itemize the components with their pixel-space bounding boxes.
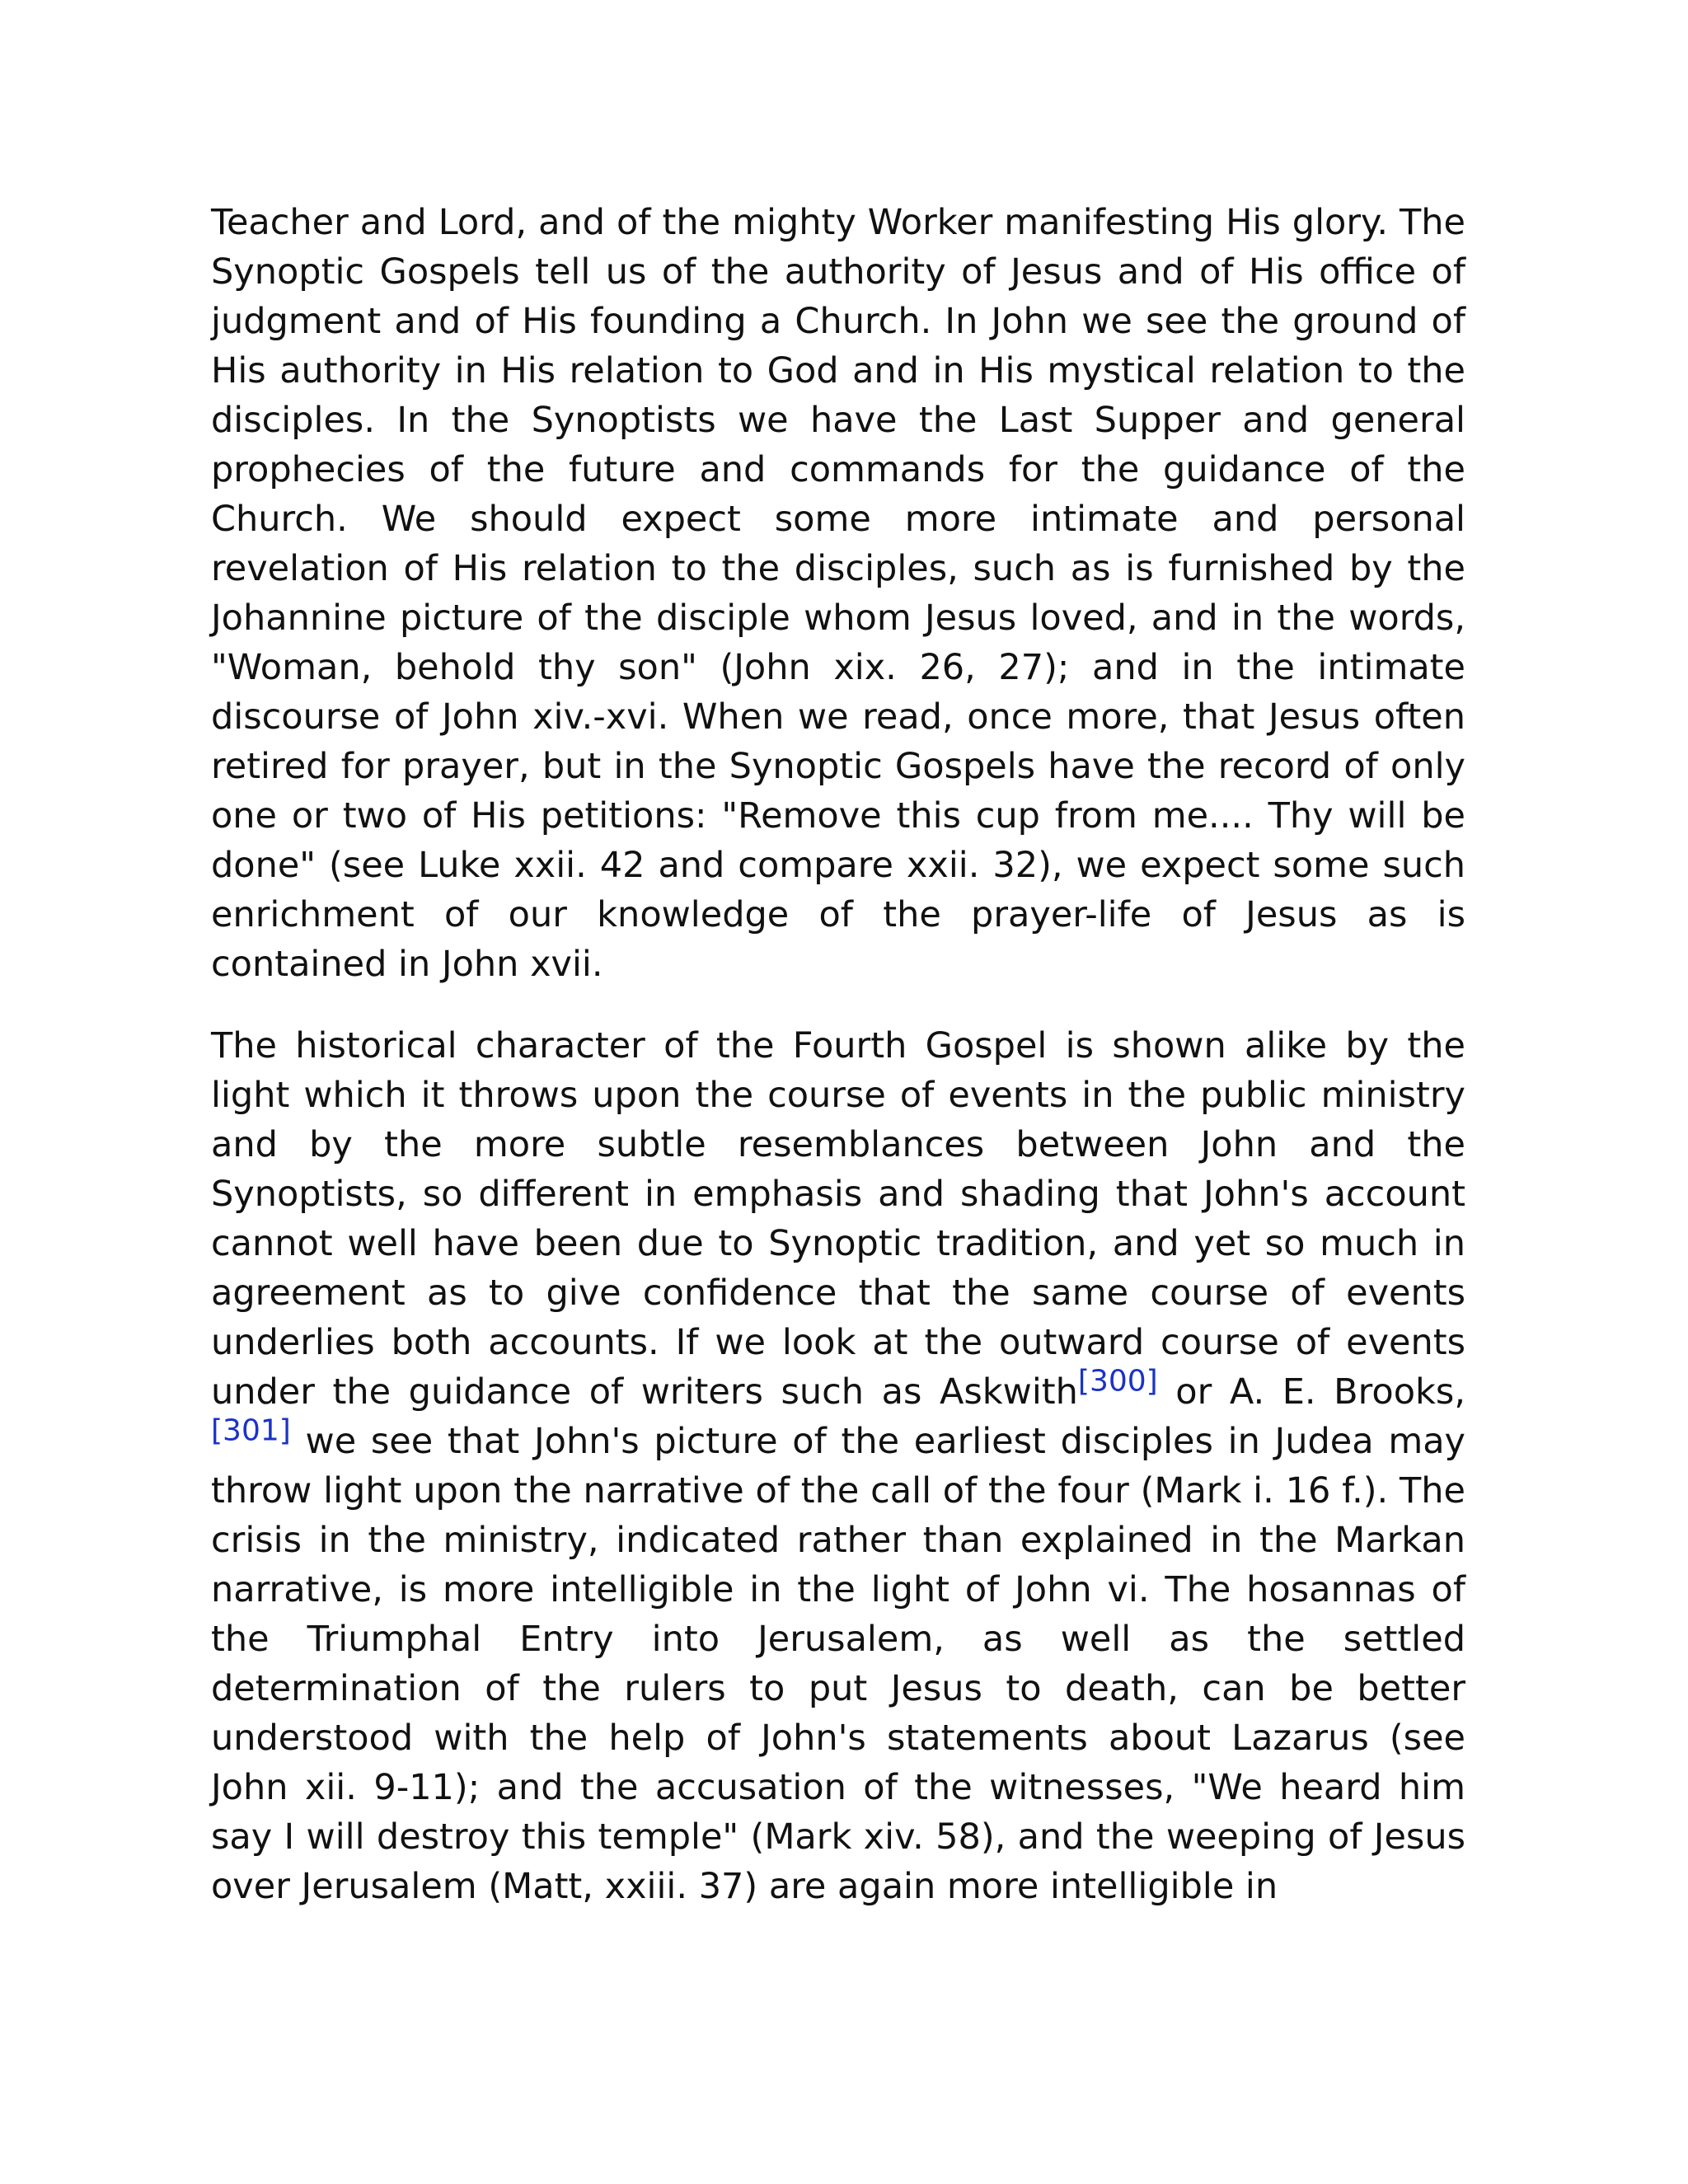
paragraph-2-text-c: we see that John's picture of the earliest disciples in Judea may throw light upon the narrative of the call of the four (Mark i. 16 f.). The crisis in the ministry, indicated rather than explained in the Markan narrative, is more intelligible in the light of John vi. The hosannas of the Triumphal Entry into Jerusalem, as well as the settled determination of the rulers to put Jesus to death, can be better understood with the help of John's statements about Lazarus (see John xii. 9-11); and the accusation of the witnesses, "We heard him say I will destroy this temple" (Mark xiv. 58), and the weeping of Jesus over Jerusalem (Matt, xxiii. 37) are again more intelligible in [211,1421,1465,1907]
footnote-link-301[interactable]: [301] [211,1413,291,1448]
paragraph-2-text-b: or A. E. Brooks, [1157,1371,1465,1413]
footnote-link-300[interactable]: [300] [1077,1364,1158,1399]
document-page [211,198,1465,1911]
paragraph-1: Teacher and Lord, and of the mighty Worker manifesting His glory. The Synoptic Gospels tell us of the authority of Jesus and of His office of judgment and of His founding a Church. In John we see the ground of His authority in His relation to God and in His mystical relation to the disciples. In the Synoptists we have the Last Supper and general prophecies of the future and commands for the guidance of the Church. We should expect some more intimate and personal revelation of His relation to the disciples, such as is furnished by the Johannine picture of the disciple whom Jesus loved, and in the words, "Woman, behold thy son" (John xix. 26, 27); and in the intimate discourse of John xiv.-xvi. When we read, once more, that Jesus often retired for prayer, but in the Synoptic Gospels have the record of only one or two of His petitions: "Remove this cup from me.... Thy will be done" (see Luke xxii. 42 and compare xxii. 32), we expect some such enrichment of our knowledge of the prayer-life of Jesus as is contained in John xvii. [211,202,1465,985]
paragraph-2 [211,1021,1465,1911]
paragraph-2-text-a: The historical character of the Fourth Gospel is shown alike by the light which it throws upon the course of events in the public ministry and by the more subtle resemblances between John and the Synoptists, so different in emphasis and shading that John's account cannot well have been due to Synoptic tradition, and yet so much in agreement as to give confidence that the same course of events underlies both accounts. If we look at the outward course of events under the guidance of writers such as Askwith [211,1025,1465,1413]
